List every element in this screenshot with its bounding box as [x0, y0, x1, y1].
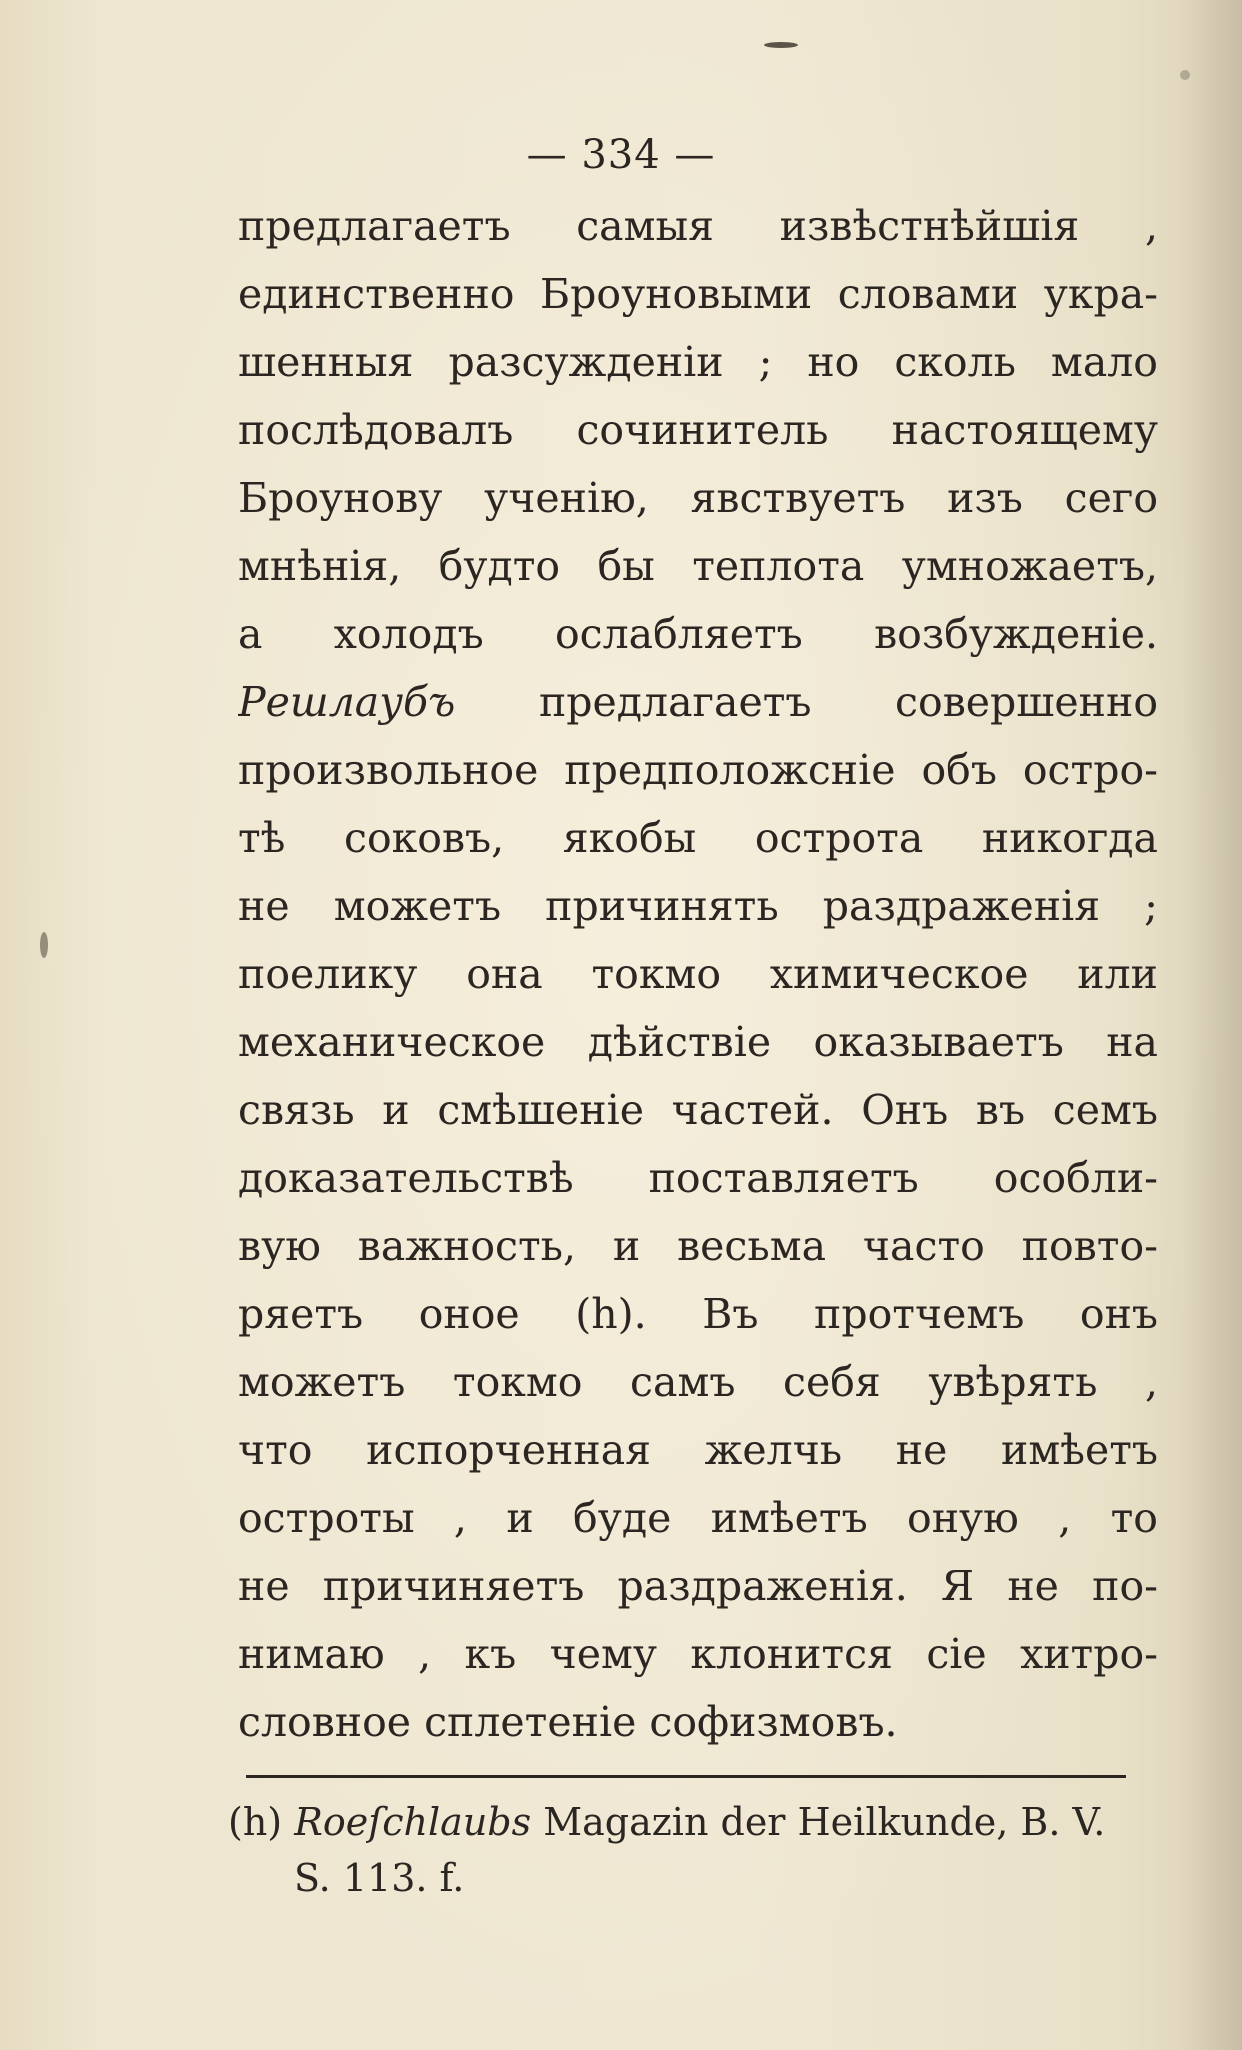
text-line: вую важность, и весьма часто повто-	[238, 1222, 1158, 1270]
text-line: предлагаетъ самыя извѣстнѣйшiя ,	[238, 202, 1158, 250]
text-line: произвольное предположснiе объ остро-	[238, 746, 1158, 794]
text-line: связь и смѣшенiе частей. Онъ въ семъ	[238, 1086, 1158, 1134]
page-number: — 334 —	[526, 132, 716, 178]
text-line: шенныя разсужденiи ; но сколь мало	[238, 338, 1158, 386]
text-line: можетъ токмо самъ себя увѣрять ,	[238, 1358, 1158, 1406]
footnote-author: Roeſchlaubs	[294, 1800, 532, 1844]
text-line: а холодъ ослабляетъ возбужденiе.	[238, 610, 1158, 658]
footnote-divider	[246, 1775, 1126, 1778]
text-line: ряетъ оное (h). Въ протчемъ онъ	[238, 1290, 1158, 1338]
text-line: не можетъ причинять раздраженiя ;	[238, 882, 1158, 930]
footnote-text: Magazin der Heilkunde, B. V.	[543, 1800, 1106, 1844]
ink-spot	[764, 42, 798, 48]
text-line: не причиняетъ раздраженiя. Я не по-	[238, 1562, 1158, 1610]
text-line: что испорченная желчь не имѣетъ	[238, 1426, 1158, 1474]
text-line	[238, 668, 1158, 736]
text-line: нимаю , къ чему клонится сiе хитро-	[238, 1630, 1158, 1678]
footnote-line	[228, 1794, 1158, 1850]
ink-spot	[1180, 70, 1190, 80]
text-line: механическое дѣйствiе оказываетъ на	[238, 1018, 1158, 1066]
text-line: словное сплетенiе софизмовъ.	[238, 1698, 898, 1746]
footnote	[228, 1794, 1158, 1906]
page-edge-shadow	[1182, 0, 1242, 2050]
footnote-line-2: S. 113. f.	[294, 1856, 465, 1900]
text-line-rest: предлагаетъ совершенно	[538, 678, 1158, 726]
text-line: мнѣнiя, будто бы теплота умножаетъ,	[238, 542, 1158, 590]
text-line: Броунову ученiю, явствуетъ изъ сего	[238, 474, 1158, 522]
text-line: единственно Броуновыми словами укра-	[238, 270, 1158, 318]
ink-spot	[40, 932, 48, 958]
footnote-marker: (h)	[228, 1800, 283, 1844]
text-line: послѣдовалъ сочинитель настоящему	[238, 406, 1158, 454]
text-line: тѣ соковъ, якобы острота никогда	[238, 814, 1158, 862]
text-line: остроты , и буде имѣетъ оную , то	[238, 1494, 1158, 1542]
text-line: доказательствѣ поставляетъ особли-	[238, 1154, 1158, 1202]
text-line: поелику она токмо химическое или	[238, 950, 1158, 998]
author-name-italic: Решлаубъ	[238, 678, 456, 726]
body-text	[238, 192, 1158, 1756]
